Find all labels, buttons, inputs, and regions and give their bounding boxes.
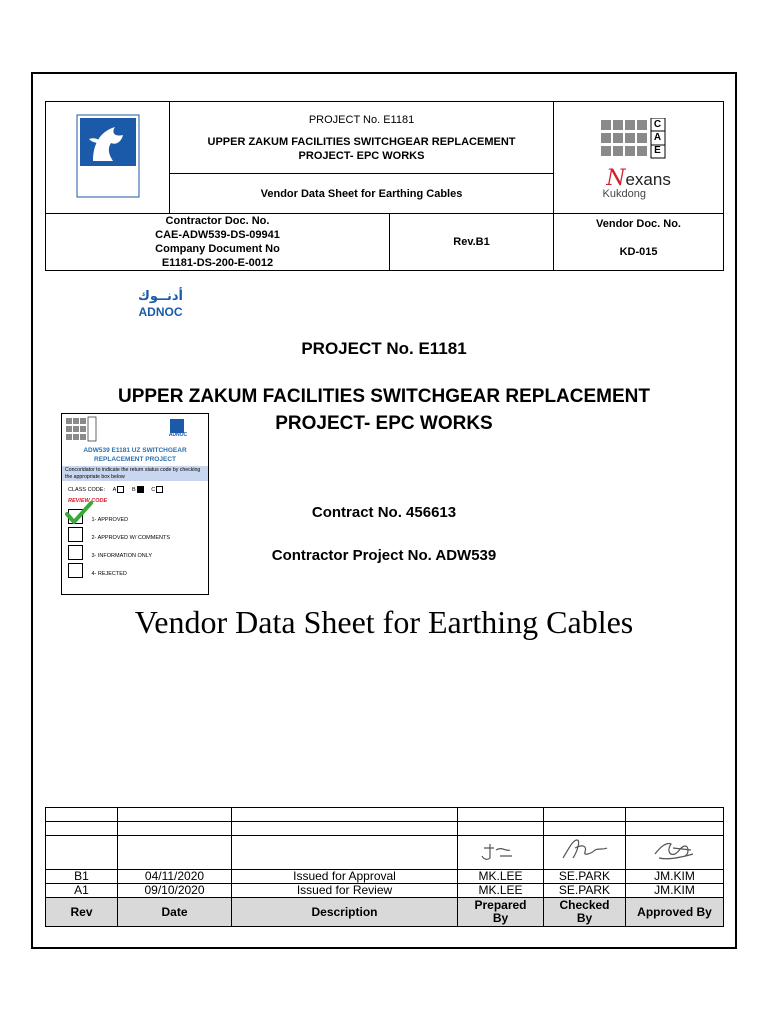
adnoc-arabic: أدنــوك xyxy=(138,287,183,303)
cover-big-title: Vendor Data Sheet for Earthing Cables xyxy=(134,604,634,640)
approved-signature xyxy=(626,836,724,870)
class-c-label: C xyxy=(151,486,156,493)
header-project-title-1: UPPER ZAKUM FACILITIES SWITCHGEAR REPLACEMENT xyxy=(207,135,516,148)
adnoc-logo xyxy=(73,113,143,199)
checked-cell: SE.PARK xyxy=(544,884,626,898)
stamp-title-1: ADW539 E1181 UZ SWITCHGEAR xyxy=(83,447,187,454)
stamp-review-code: REVIEW CODE xyxy=(68,498,108,504)
class-c-checkbox[interactable] xyxy=(156,486,163,493)
class-a-checkbox[interactable] xyxy=(117,486,124,493)
stamp-option-2 xyxy=(68,526,170,544)
class-b-checkbox[interactable] xyxy=(137,486,144,493)
blank-row xyxy=(46,808,724,822)
rev-cell: A1 xyxy=(46,884,118,898)
prepared-cell: MK.LEE xyxy=(458,870,544,884)
cae-letter-a: A xyxy=(653,131,662,143)
checked-line-1: Checked xyxy=(559,898,610,912)
col-approved-by: Approved By xyxy=(626,898,724,927)
col-date: Date xyxy=(118,898,232,927)
checked-cell: SE.PARK xyxy=(544,870,626,884)
cover-contract-no: Contract No. 456613 xyxy=(311,504,457,521)
vendor-doc-cell xyxy=(554,214,724,271)
approved-cell: JM.KIM xyxy=(626,870,724,884)
revision-header-row xyxy=(46,898,724,927)
review-stamp xyxy=(61,413,209,595)
stamp-logo-name: ADNOC xyxy=(168,432,188,438)
revision-row-b1 xyxy=(46,870,724,884)
contractor-doc-cell xyxy=(46,214,390,271)
col-prepared-by xyxy=(458,898,544,927)
header-project-no: PROJECT No. E1181 xyxy=(308,113,415,126)
description-cell: Issued for Review xyxy=(232,884,458,898)
vendor-logo-cell xyxy=(554,102,724,214)
date-cell: 09/10/2020 xyxy=(118,884,232,898)
stamp-cae-logo xyxy=(62,416,208,446)
prepared-line-1: Prepared xyxy=(474,898,527,912)
header-rev: Rev.B1 xyxy=(453,236,490,248)
date-cell: 04/11/2020 xyxy=(118,870,232,884)
cover-title-1: UPPER ZAKUM FACILITIES SWITCHGEAR REPLACEMENT xyxy=(117,386,650,407)
stamp-option-3 xyxy=(68,544,152,562)
stamp-instruction: Concoridator to indicate the return status code by checking the appropriate box below xyxy=(62,466,208,481)
company-doc-no: E1181-DS-200-E-0012 xyxy=(161,257,274,269)
signature-row xyxy=(46,836,724,870)
option-2-label: 2- APPROVED W/ COMMENTS xyxy=(91,535,170,541)
cover-project-no: PROJECT No. E1181 xyxy=(301,339,467,358)
cover-title-2: PROJECT- EPC WORKS xyxy=(275,413,493,434)
vendor-doc-label: Vendor Doc. No. xyxy=(596,218,681,230)
revision-table xyxy=(45,807,724,927)
cover-contractor-project-no: Contractor Project No. ADW539 xyxy=(271,547,497,564)
prepared-cell: MK.LEE xyxy=(458,884,544,898)
class-b-label: B xyxy=(131,486,136,493)
description-cell: Issued for Approval xyxy=(232,870,458,884)
checked-line-2: By xyxy=(576,911,593,925)
cae-letter-e: E xyxy=(654,145,661,157)
header-doc-title: Vendor Data Sheet for Earthing Cables xyxy=(260,187,463,200)
revision-row-a1 xyxy=(46,884,724,898)
check-mark-icon xyxy=(64,500,94,526)
stamp-title-2: REPLACEMENT PROJECT xyxy=(94,456,176,463)
approved-cell: JM.KIM xyxy=(626,884,724,898)
class-code-label: CLASS CODE: xyxy=(68,486,105,493)
project-title-cell xyxy=(170,102,554,174)
stamp-class-code xyxy=(68,486,163,493)
class-a-label: A xyxy=(112,486,117,493)
prepared-signature-icon xyxy=(476,838,526,864)
option-3-label: 3- INFORMATION ONLY xyxy=(91,553,153,559)
stamp-option-4 xyxy=(68,562,127,580)
prepared-signature xyxy=(458,836,544,870)
header-table xyxy=(45,101,724,319)
rejected-checkbox[interactable] xyxy=(68,563,83,578)
adnoc-name: ADNOC xyxy=(138,304,183,319)
option-4-label: 4- REJECTED xyxy=(91,571,127,577)
checked-signature-icon xyxy=(555,836,615,866)
company-doc-label: Company Document No xyxy=(155,243,280,255)
nexans-name: exans xyxy=(625,169,671,189)
option-1-label: 1- APPROVED xyxy=(91,517,129,523)
header-project-title-2: PROJECT- EPC WORKS xyxy=(298,149,425,162)
nexans-n: N xyxy=(606,165,626,191)
contractor-doc-no: CAE-ADW539-DS-09941 xyxy=(155,229,280,241)
prepared-line-2: By xyxy=(492,911,509,925)
adnoc-logo-cell xyxy=(46,102,183,319)
rev-cell: B1 xyxy=(46,870,118,884)
approved-signature-icon xyxy=(645,836,705,866)
col-rev: Rev xyxy=(46,898,118,927)
cae-letter-c: C xyxy=(653,118,662,130)
information-only-checkbox[interactable] xyxy=(68,545,83,560)
contractor-doc-label: Contractor Doc. No. xyxy=(165,215,270,227)
col-checked-by xyxy=(544,898,626,927)
checked-signature xyxy=(544,836,626,870)
blank-row xyxy=(46,822,724,836)
kukdong-name: Kukdong xyxy=(602,187,646,200)
vendor-doc-no: KD-015 xyxy=(619,246,658,258)
doc-title-cell xyxy=(170,174,554,214)
approved-with-comments-checkbox[interactable] xyxy=(68,527,83,542)
rev-cell xyxy=(390,214,554,271)
col-description: Description xyxy=(232,898,458,927)
